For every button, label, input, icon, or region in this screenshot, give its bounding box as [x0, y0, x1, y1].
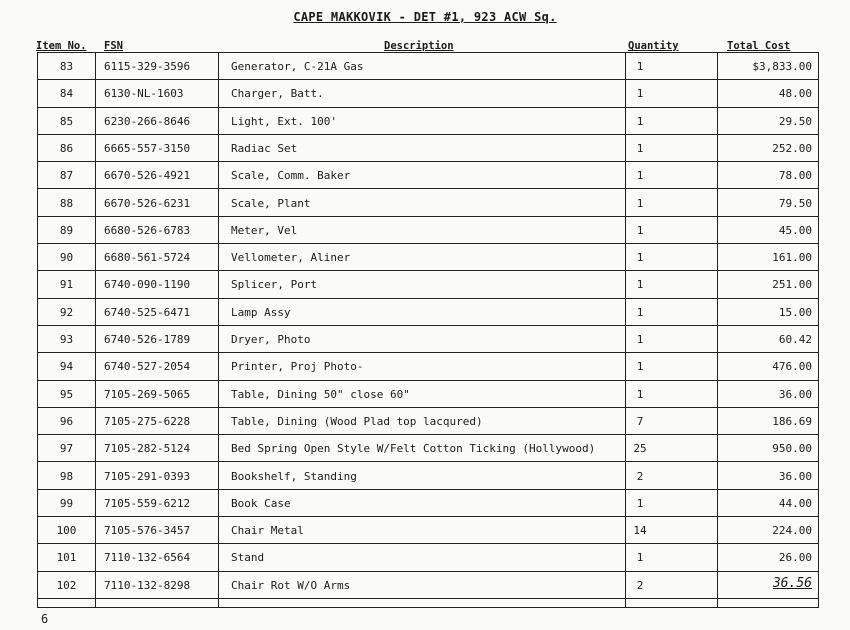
item-number-cell: 83: [59, 60, 74, 73]
total-cost-cell: 224.00: [772, 524, 812, 538]
fsn-cell: 7110-132-8298: [104, 578, 191, 592]
fsn-cell: 6230-266-8646: [104, 114, 191, 128]
total-cost-cell: 186.69: [772, 414, 812, 428]
description-cell: Table, Dining 50" close 60": [231, 387, 410, 401]
table-row: [38, 244, 818, 271]
header-quantity: Quantity: [628, 40, 679, 52]
item-number-cell: 85: [59, 114, 74, 128]
item-number-cell: 84: [59, 87, 74, 101]
total-cost-cell: 950.00: [772, 442, 812, 456]
total-cost-cell: 29.50: [778, 114, 812, 128]
fsn-cell: 7105-275-6228: [104, 414, 191, 428]
fsn-cell: 6740-526-1789: [104, 333, 191, 346]
item-number-cell: 95: [59, 387, 74, 401]
item-number-cell: 88: [59, 196, 74, 210]
description-cell: Scale, Plant: [231, 196, 311, 210]
fsn-cell: 7105-269-5065: [104, 387, 191, 401]
quantity-cell: 1: [636, 387, 644, 401]
table-row: [38, 353, 818, 380]
item-number-cell: 89: [59, 223, 74, 237]
total-cost-cell: 79.50: [778, 196, 812, 210]
description-cell: Chair Rot W/O Arms: [231, 578, 351, 592]
total-cost-cell: 48.00: [778, 87, 812, 101]
table-row: [38, 135, 818, 162]
fsn-cell: 7105-576-3457: [104, 524, 191, 538]
quantity-cell: 1: [636, 114, 644, 128]
header-total-cost: Total Cost: [727, 40, 791, 52]
description-cell: Vellometer, Aliner: [231, 251, 351, 265]
table-row: [38, 80, 818, 107]
total-cost-cell: 45.00: [778, 223, 812, 237]
fsn-cell: 6665-557-3150: [104, 141, 191, 155]
quantity-cell: 1: [636, 278, 644, 292]
description-cell: Meter, Vel: [231, 223, 298, 237]
total-cost-cell: 78.00: [778, 169, 812, 183]
document-title: CAPE MAKKOVIK - DET #1, 923 ACW Sq.: [293, 10, 557, 24]
item-number-cell: 91: [59, 278, 74, 292]
quantity-cell: 1: [636, 333, 644, 346]
table-row: [38, 408, 818, 435]
header-fsn: FSN: [104, 40, 123, 52]
total-cost-cell: $3,833.00: [752, 60, 812, 73]
table-row: [38, 299, 818, 326]
header-description: Description: [384, 40, 454, 52]
fsn-cell: 7105-291-0393: [104, 469, 191, 483]
fsn-cell: 6680-561-5724: [104, 251, 191, 265]
description-cell: Chair Metal: [231, 524, 304, 538]
item-number-cell: 102: [56, 578, 77, 592]
quantity-cell: 2: [636, 469, 644, 483]
quantity-cell: 1: [636, 223, 644, 237]
quantity-cell: 1: [636, 496, 644, 510]
total-cost-cell: 44.00: [778, 496, 812, 510]
quantity-cell: 25: [633, 442, 647, 456]
fsn-cell: 6680-526-6783: [104, 223, 191, 237]
fsn-cell: 7105-559-6212: [104, 496, 191, 510]
table-row: [38, 463, 818, 490]
inventory-table: [37, 52, 819, 608]
total-cost-cell: 161.00: [772, 251, 812, 265]
quantity-cell: 1: [636, 305, 644, 319]
description-cell: Book Case: [231, 496, 291, 510]
fsn-cell: 6740-090-1190: [104, 278, 191, 292]
quantity-cell: 1: [636, 251, 644, 265]
total-cost-cell: 60.42: [778, 333, 812, 346]
description-cell: Table, Dining (Wood Plad top lacqured): [231, 414, 483, 428]
total-cost-cell: 251.00: [772, 278, 812, 292]
table-row: [38, 108, 818, 135]
description-cell: Bookshelf, Standing: [231, 469, 357, 483]
header-item-no: Item No.: [36, 40, 87, 52]
item-number-cell: 90: [59, 251, 74, 265]
quantity-cell: 1: [636, 169, 644, 183]
table-row: [38, 190, 818, 217]
table-row: [38, 572, 818, 599]
quantity-cell: 2: [636, 578, 644, 592]
description-cell: Stand: [231, 551, 265, 565]
description-cell: Splicer, Port: [231, 278, 318, 292]
quantity-cell: 7: [636, 414, 644, 428]
table-row: [38, 162, 818, 189]
fsn-cell: 6670-526-6231: [104, 196, 191, 210]
total-cost-cell: 15.00: [778, 305, 812, 319]
total-cost-cell: 36.00: [778, 387, 812, 401]
description-cell: Generator, C-21A Gas: [231, 60, 364, 73]
table-row: [38, 490, 818, 517]
item-number-cell: 86: [59, 141, 74, 155]
description-cell: Charger, Batt.: [231, 87, 324, 101]
quantity-cell: 1: [636, 360, 644, 374]
item-number-cell: 97: [59, 442, 74, 456]
total-cost-cell: 476.00: [772, 360, 812, 374]
quantity-cell: 14: [633, 524, 647, 538]
table-row: [38, 435, 818, 462]
quantity-cell: 1: [636, 60, 644, 73]
description-cell: Printer, Proj Photo-: [231, 360, 364, 374]
item-number-cell: 96: [59, 414, 74, 428]
item-number-cell: 99: [59, 496, 74, 510]
total-cost-cell: 26.00: [778, 551, 812, 565]
quantity-cell: 1: [636, 551, 644, 565]
description-cell: Dryer, Photo: [231, 333, 311, 346]
fsn-cell: 6115-329-3596: [104, 60, 191, 73]
total-cost-cell: 252.00: [772, 141, 812, 155]
description-cell: Bed Spring Open Style W/Felt Cotton Ticking (Hollywood): [231, 442, 596, 456]
item-number-cell: 87: [59, 169, 74, 183]
page-number: 6: [41, 612, 49, 626]
table-row: [38, 217, 818, 244]
table-row: [38, 517, 818, 544]
quantity-cell: 1: [636, 141, 644, 155]
fsn-cell: 6670-526-4921: [104, 169, 191, 183]
fsn-cell: 6740-525-6471: [104, 305, 191, 319]
table-row: [38, 381, 818, 408]
quantity-cell: 1: [636, 87, 644, 101]
table-row: [38, 53, 818, 80]
fsn-cell: 6740-527-2054: [104, 360, 191, 374]
table-row: [38, 326, 818, 353]
fsn-cell: 7105-282-5124: [104, 442, 191, 456]
item-number-cell: 101: [56, 551, 77, 565]
table-row: [38, 544, 818, 571]
fsn-cell: 7110-132-6564: [104, 551, 191, 565]
item-number-cell: 92: [59, 305, 74, 319]
total-cost-cell: 36.00: [778, 469, 812, 483]
description-cell: Lamp Assy: [231, 305, 291, 319]
total-cost-cell: 36.56: [772, 575, 812, 591]
description-cell: Light, Ext. 100': [231, 114, 337, 128]
table-row: [38, 271, 818, 298]
description-cell: Scale, Comm. Baker: [231, 169, 351, 183]
item-number-cell: 93: [59, 333, 74, 346]
item-number-cell: 100: [56, 524, 77, 538]
fsn-cell: 6130-NL-1603: [104, 87, 184, 101]
quantity-cell: 1: [636, 196, 644, 210]
item-number-cell: 98: [59, 469, 74, 483]
item-number-cell: 94: [59, 360, 74, 374]
description-cell: Radiac Set: [231, 141, 298, 155]
